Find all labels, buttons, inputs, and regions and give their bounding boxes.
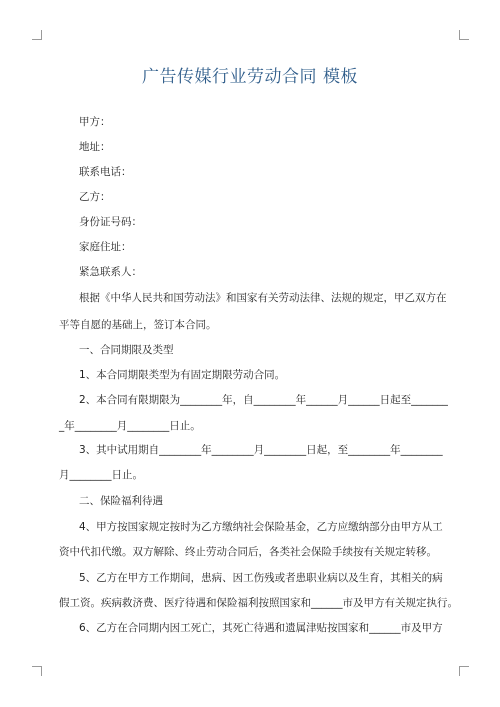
body-line: 资中代扣代缴。双方解除、终止劳动合同后，各类社会保险手续按有关规定转移。 [59,546,437,558]
body-line: 3、其中试用期自________年________月________日起，至________年________ [79,444,443,456]
body-line: 月________日止。 [59,469,143,481]
body-line: 假工资。疾病救济费、医疗待遇和保险福利按照国家和______市及甲方有关规定执行。 [59,597,458,609]
home-address-label: 家庭住址： [79,241,132,253]
id-number-label: 身份证号码： [79,216,142,228]
section-heading: 一、合同期限及类型 [79,344,174,356]
body-line: 4、甲方按国家规定按时为乙方缴纳社会保险基金，乙方应缴纳部分由甲方从工 [79,521,443,533]
emergency-contact-label: 紧急联系人： [79,266,142,278]
page-corner-mark-top-left [32,30,42,40]
page-corner-mark-bottom-left [32,666,42,676]
body-line: _年________月________日止。 [59,420,201,432]
body-line: 2、本合同有限期限为________年，自________年______月______日起至_______ [79,394,448,406]
phone-label: 联系电话： [79,166,132,178]
body-line: 1、本合同期限类型为有固定期限劳动合同。 [79,369,286,381]
document-title: 广告传媒行业劳动合同 模板 [142,67,358,87]
body-line: 平等自愿的基础上，签订本合同。 [59,319,217,331]
party-b-label: 乙方： [79,191,111,203]
body-line: 根据《中华人民共和国劳动法》和国家有关劳动法律、法规的规定，甲乙双方在 [79,292,447,304]
section-heading: 二、保险福利待遇 [79,495,163,507]
party-a-label: 甲方： [79,116,111,128]
body-line: 5、乙方在甲方工作期间，患病、因工伤残或者患职业病以及生育，其相关的病 [79,572,443,584]
page-corner-mark-top-right [459,30,469,40]
page-corner-mark-bottom-right [459,666,469,676]
body-line: 6、乙方在合同期内因工死亡，其死亡待遇和遗属津贴按国家和______市及甲方 [79,622,443,634]
address-label: 地址： [79,141,111,153]
